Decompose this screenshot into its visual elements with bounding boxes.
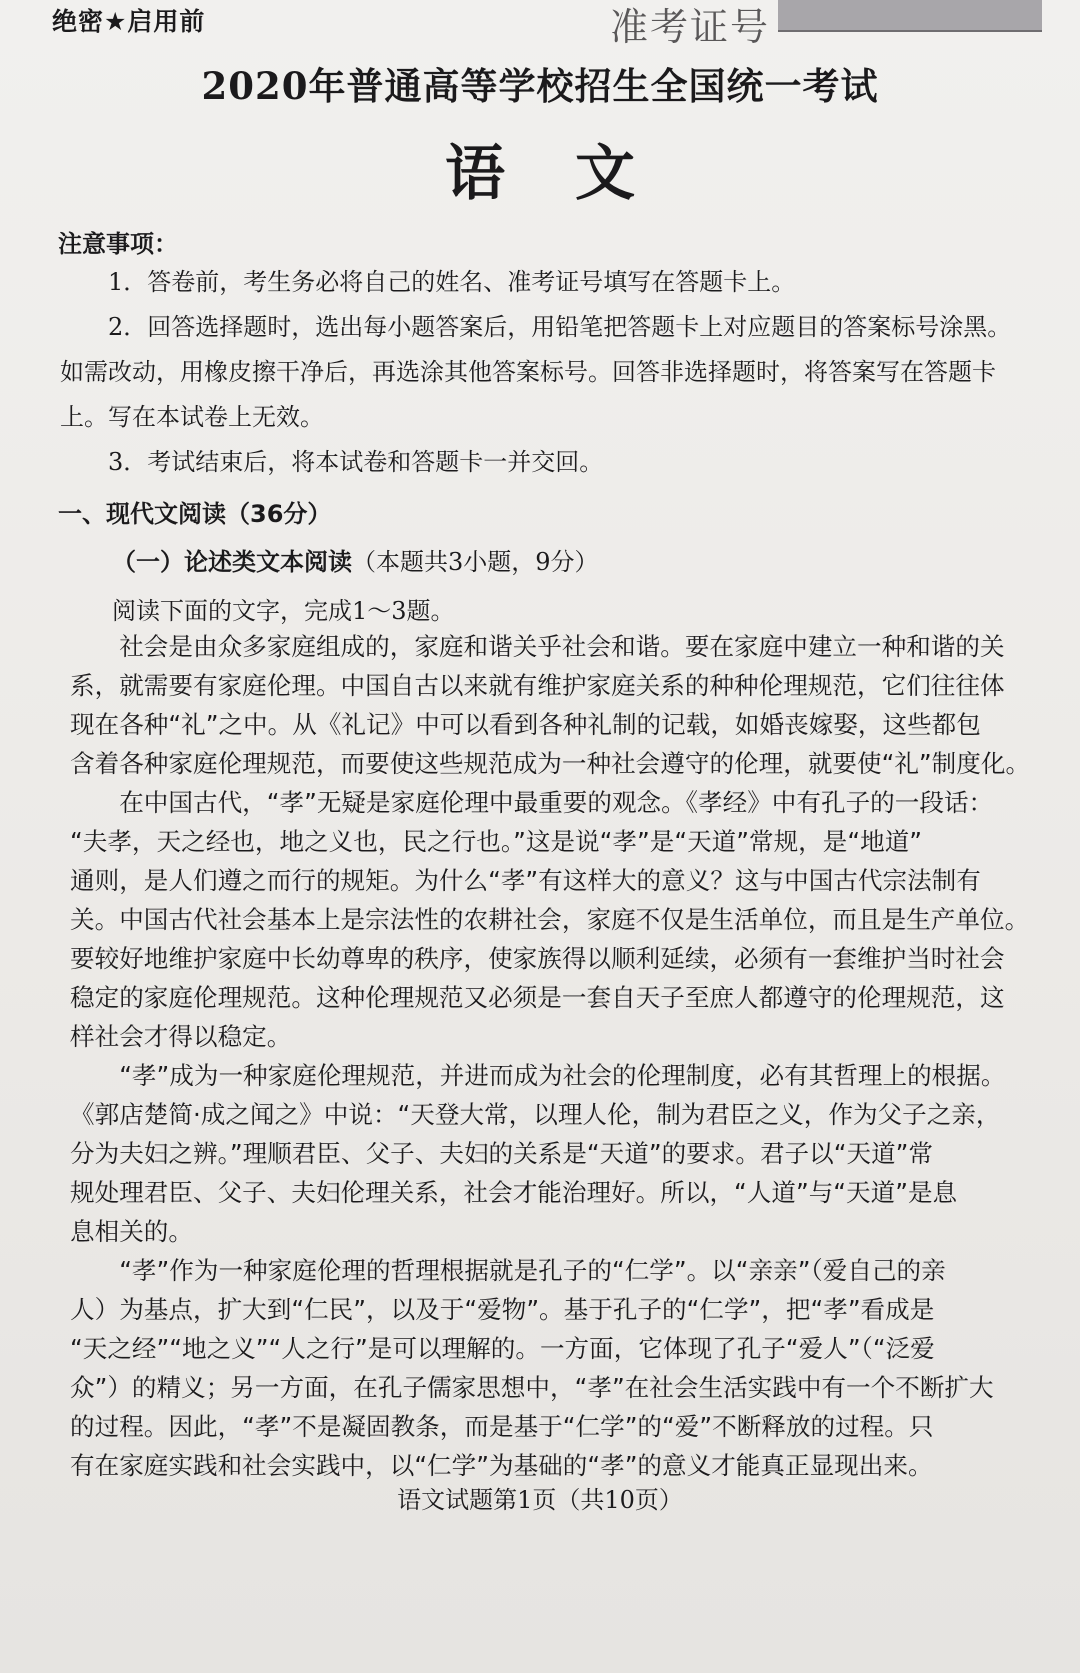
notice-item-2: 2．回答选择题时，选出每小题答案后，用铅笔把答题卡上对应题目的答案标号涂黑。如需改动，用橡皮擦干净后，再选涂其他答案标号。回答非选择题时，将答案写在答题卡上。写在本试卷上无效。 [60, 313, 1012, 431]
notice-item-3: 3．考试结束后，将本试卷和答题卡一并交回。 [108, 448, 604, 476]
instruction-text: 阅读下面的文字，完成1～3题。 [112, 597, 455, 625]
passage-line: 含着各种家庭伦理规范，而要使这些规范成为一种社会遵守的伦理，就要使“礼”制度化。 [70, 749, 1031, 778]
exam-id-label: 准考证号 [610, 5, 771, 49]
page-footer: 语文试题第1页（共10页） [397, 1486, 683, 1514]
passage-line: 样社会才得以稳定。 [70, 1022, 292, 1051]
exam-id-redacted-field [778, 0, 1042, 32]
confidential-label: 绝密★启用前 [52, 7, 206, 36]
passage-line: 《郭店楚简·成之闻之》中说：“天登大常，以理人伦，制为君臣之义，作为父子之亲， [70, 1100, 1001, 1129]
subsection-title: （一）论述类文本阅读 [112, 548, 352, 576]
passage-line: “天之经”“地之义”“人之行”是可以理解的。一方面，它体现了孔子“爱人”（“泛爱 [70, 1334, 935, 1363]
passage-line: 的过程。因此，“孝”不是凝固教条，而是基于“仁学”的“爱”不断释放的过程。只 [70, 1412, 934, 1441]
passage-line: 人）为基点，扩大到“仁民”，以及于“爱物”。基于孔子的“仁学”，把“孝”看成是 [70, 1295, 935, 1324]
subsection-heading [112, 542, 599, 577]
notice-heading: 注意事项： [58, 230, 178, 258]
passage-line: 稳定的家庭伦理规范。这种伦理规范又必须是一套自天子至庶人都遵守的伦理规范，这 [70, 983, 1005, 1012]
exam-title: 2020年普通高等学校招生全国统一考试 [201, 64, 879, 108]
passage-line: 要较好地维护家庭中长幼尊卑的秩序，使家族得以顺利延续，必须有一套维护当时社会 [70, 944, 1005, 973]
passage-line: 社会是由众多家庭组成的，家庭和谐关乎社会和谐。要在家庭中建立一种和谐的关 [70, 632, 1005, 661]
passage-line: 规处理君臣、父子、夫妇伦理关系，社会才能治理好。所以，“人道”与“天道”是息 [70, 1178, 958, 1207]
passage-line: 有在家庭实践和社会实践中，以“仁学”为基础的“孝”的意义才能真正显现出来。 [70, 1451, 933, 1480]
passage-line: “孝”成为一种家庭伦理规范，并进而成为社会的伦理制度，必有其哲理上的根据。 [70, 1061, 1006, 1090]
passage-line: 通则，是人们遵之而行的规矩。为什么“孝”有这样大的意义？这与中国古代宗法制有 [70, 866, 981, 895]
passage-line: “孝”作为一种家庭伦理的哲理根据就是孔子的“仁学”。以“亲亲”（爱自己的亲 [70, 1256, 946, 1285]
notice-item-1: 1．答卷前，考生务必将自己的姓名、准考证号填写在答题卡上。 [108, 268, 796, 296]
passage-line: 关。中国古代社会基本上是宗法性的农耕社会，家庭不仅是生活单位，而且是生产单位。 [70, 905, 1030, 934]
section-heading: 一、现代文阅读（36分） [58, 500, 332, 528]
passage-line: 息相关的。 [70, 1217, 193, 1246]
passage-line: 众”）的精义；另一方面，在孔子儒家思想中，“孝”在社会生活实践中有一个不断扩大 [70, 1373, 994, 1402]
passage-line: 现在各种“礼”之中。从《礼记》中可以看到各种礼制的记载，如婚丧嫁娶，这些都包 [70, 710, 981, 739]
subsection-meta: （本题共3小题，9分） [352, 548, 599, 576]
passage-line: 分为夫妇之辨。”理顺君臣、父子、夫妇的关系是“天道”的要求。君子以“天道”常 [70, 1139, 934, 1168]
passage-line: 系，就需要有家庭伦理。中国自古以来就有维护家庭关系的种种伦理规范，它们往往体 [70, 671, 1005, 700]
passage-line: “夫孝，天之经也，地之义也，民之行也。”这是说“孝”是“天道”常规，是“地道” [70, 827, 923, 856]
passage-line: 在中国古代，“孝”无疑是家庭伦理中最重要的观念。《孝经》中有孔子的一段话： [70, 788, 994, 817]
subject-title: 语文 [445, 139, 705, 209]
